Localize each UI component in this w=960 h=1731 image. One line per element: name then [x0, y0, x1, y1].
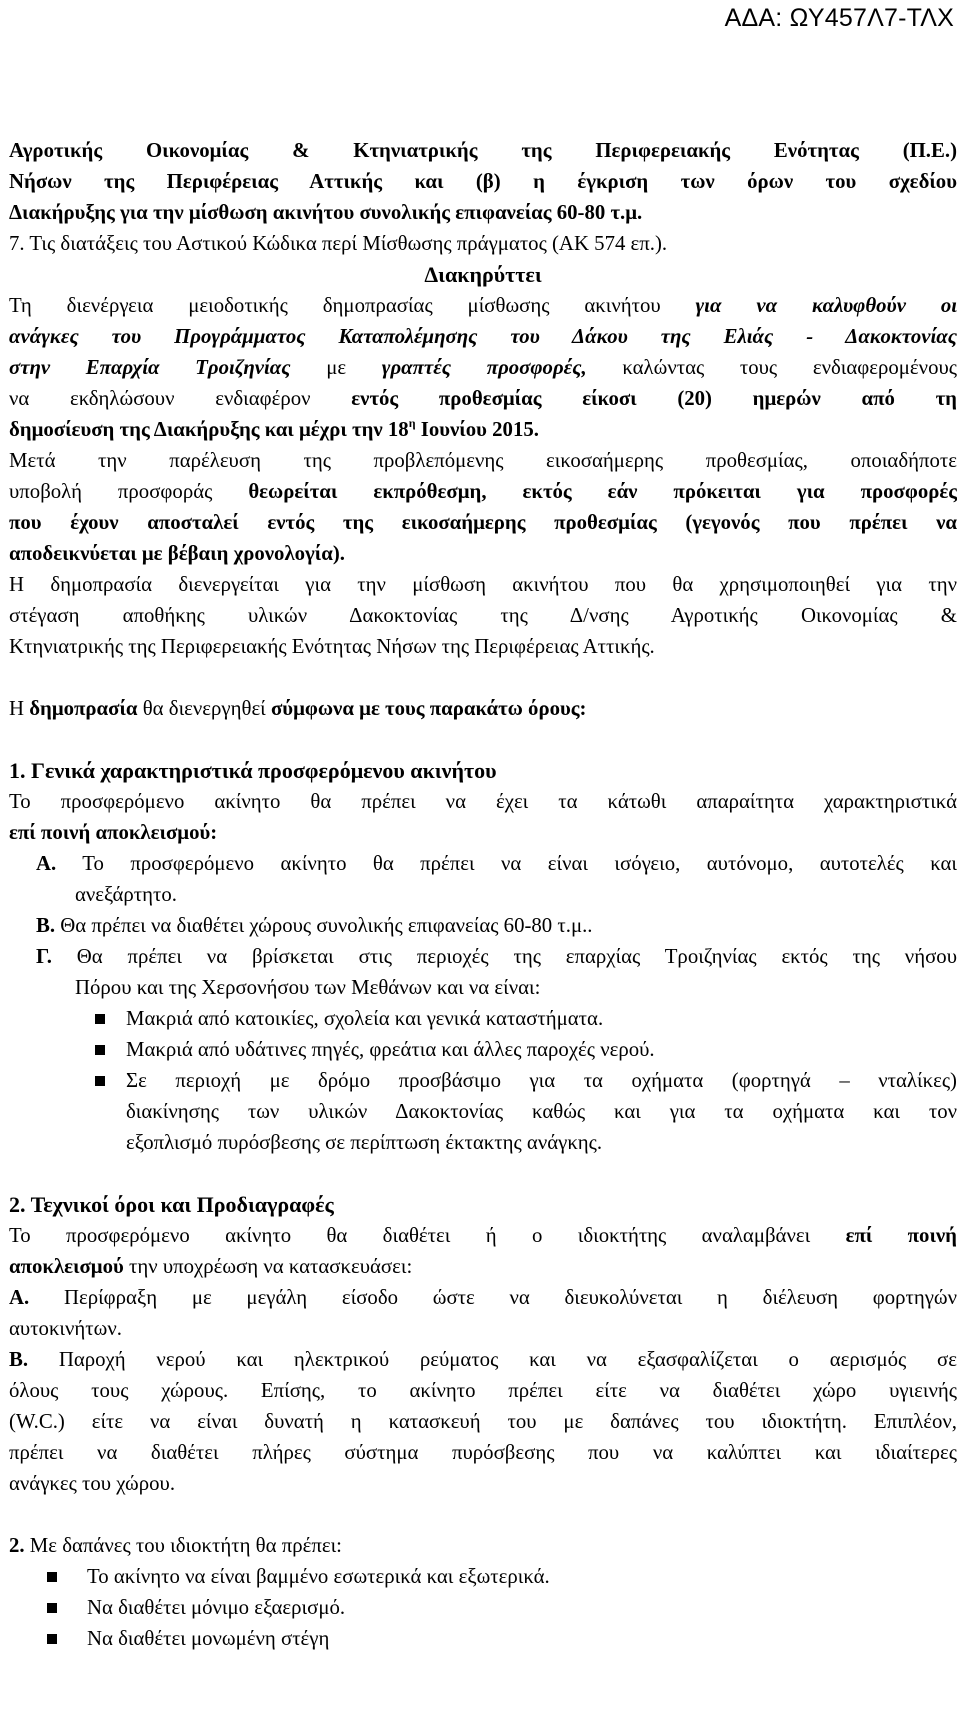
section-heading: 2. Με δαπάνες του ιδιοκτήτη θα πρέπει:	[9, 1534, 342, 1557]
paragraph-line: Το προσφερόμενο ακίνητο θα διαθέτει ή ο ιδιοκτήτης αναλαμβάνει επί ποινή	[9, 1224, 957, 1247]
item-b-cont: (W.C.) είτε να είναι δυνατή η κατασκευή του με δαπάνες του ιδιοκτήτη. Επιπλέον,	[9, 1410, 957, 1433]
paragraph-line: δημοσίευση της Διακήρυξης και μέχρι την $18^\eta$ Ιουνίου 2015.	[9, 416, 539, 441]
intro-line: Διακήρυξης για την μίσθωση ακινήτου συνολικής επιφανείας 60-80 τ.μ.	[9, 201, 643, 224]
document-title: Διακηρύττει	[424, 262, 542, 287]
paragraph-line: επί ποινή αποκλεισμού:	[9, 821, 218, 844]
item-a-cont: αυτοκινήτων.	[9, 1317, 122, 1340]
document-body	[9, 135, 957, 1654]
intro-paragraph	[9, 135, 957, 259]
item-a-cont: ανεξάρτητο.	[75, 883, 177, 906]
paragraph-line: Κτηνιατρικής της Περιφερειακής Ενότητας Νήσων της Περιφέρειας Αττικής.	[9, 635, 655, 658]
section-owner-costs	[9, 1530, 957, 1654]
item-a: Α. Περίφραξη με μεγάλη είσοδο ώστε να διευκολύνεται η διέλευση φορτηγών	[9, 1286, 957, 1309]
square-bullet-icon	[95, 1014, 105, 1024]
item-b-cont: όλους τους χώρους. Επίσης, το ακίνητο πρέπει είτε να διαθέτει χώρο υγιεινής	[9, 1379, 957, 1402]
bullet-item: Το ακίνητο να είναι βαμμένο εσωτερικά και εξωτερικά.	[9, 1561, 957, 1592]
square-bullet-icon	[47, 1634, 57, 1644]
paragraph-line: Τη διενέργεια μειοδοτικής δημοπρασίας μίσθωσης ακινήτου για να καλυφθούν οι	[9, 294, 957, 317]
bullet-item: Σε περιοχή με δρόμο προσβάσιμο για τα οχήματα (φορτηγά – νταλίκες) διακίνησης των υλικών Δακοκτονίας καθώς και για τα οχήματα και τον εξοπλισμό πυρόσβεσης σε περίπτωση έκτακτης ανάγκης.	[9, 1065, 957, 1158]
paragraph-line: στην Επαρχία Τροιζηνίας με γραπτές προσφορές, καλώντας τους ενδιαφερομένους	[9, 356, 957, 379]
paragraph-line: ανάγκες του Προγράμματος Καταπολέμησης του Δάκου της Ελιάς - Δακοκτονίας	[9, 325, 957, 348]
paragraph-purpose	[9, 569, 957, 662]
paragraph-line: αποδεικνύεται με βέβαιη χρονολογία).	[9, 542, 345, 565]
ada-code: ΑΔΑ: ΩΥ457Λ7-ΤΛΧ	[724, 4, 954, 32]
section-general-characteristics	[9, 755, 957, 1158]
section-technical-terms	[9, 1189, 957, 1499]
paragraph-line: υποβολή προσφοράς θεωρείται εκπρόθεσμη, εκτός εάν πρόκειται για προσφορές	[9, 480, 957, 503]
bullet-item: Να διαθέτει μόνιμο εξαερισμό.	[9, 1592, 957, 1623]
section-heading: 1. Γενικά χαρακτηριστικά προσφερόμενου ακινήτου	[9, 758, 497, 783]
item-a: Α. Το προσφερόμενο ακίνητο θα πρέπει να είναι ισόγειο, αυτόνομο, αυτοτελές και	[36, 852, 957, 875]
paragraph-line: αποκλεισμού την υποχρέωση να κατασκευάσει:	[9, 1255, 413, 1278]
bullet-item: Να διαθέτει μονωμένη στέγη	[9, 1623, 957, 1654]
bullet-item: Μακριά από υδάτινες πηγές, φρεάτια και άλλες παροχές νερού.	[9, 1034, 957, 1065]
paragraph-line: Μετά την παρέλευση της προβλεπόμενης εικοσαήμερης προθεσμίας, οποιαδήποτε	[9, 449, 957, 472]
paragraph-line: στέγαση αποθήκης υλικών Δακοκτονίας της Δ/νσης Αγροτικής Οικονομίας &	[9, 604, 957, 627]
item-b: Β. Θα πρέπει να διαθέτει χώρους συνολικής επιφανείας 60-80 τ.μ..	[36, 914, 593, 937]
paragraph-line: που έχουν αποσταλεί εντός της εικοσαήμερης προθεσμίας (γεγονός που πρέπει να	[9, 511, 957, 534]
intro-line: Νήσων της Περιφέρειας Αττικής και (β) η έγκριση των όρων του σχεδίου	[9, 170, 957, 193]
paragraph-line: Το προσφερόμενο ακίνητο θα πρέπει να έχει τα κάτωθι απαραίτητα χαρακτηριστικά	[9, 790, 957, 813]
paragraph-terms-intro: Η δημοπρασία θα διενεργηθεί σύμφωνα με τους παρακάτω όρους:	[9, 697, 587, 720]
intro-line: 7. Τις διατάξεις του Αστικού Κώδικα περί Μίσθωσης πράγματος (ΑΚ 574 επ.).	[9, 232, 668, 255]
item-c-cont: Πόρου και της Χερσονήσου των Μεθάνων και να είναι:	[75, 976, 541, 999]
square-bullet-icon	[47, 1572, 57, 1582]
paragraph-late-offers	[9, 445, 957, 569]
paragraph-line: να εκδηλώσουν ενδιαφέρον εντός προθεσμίας είκοσι (20) ημερών από τη	[9, 387, 957, 410]
item-b-cont: πρέπει να διαθέτει πλήρες σύστημα πυρόσβεσης που να καλύπτει και ιδιαίτερες	[9, 1441, 957, 1464]
item-b-cont: ανάγκες του χώρου.	[9, 1472, 176, 1495]
paragraph-proclamation	[9, 290, 957, 445]
item-c: Γ. Θα πρέπει να βρίσκεται στις περιοχές της επαρχίας Τροιζηνίας εκτός της νήσου	[36, 945, 957, 968]
square-bullet-icon	[95, 1076, 105, 1086]
section-heading: 2. Τεχνικοί όροι και Προδιαγραφές	[9, 1192, 334, 1217]
intro-line: Αγροτικής Οικονομίας & Κτηνιατρικής της Περιφερειακής Ενότητας (Π.Ε.)	[9, 139, 957, 162]
paragraph-line: Η δημοπρασία διενεργείται για την μίσθωση ακινήτου που θα χρησιμοποιηθεί για την	[9, 573, 957, 596]
item-b: Β. Παροχή νερού και ηλεκτρικού ρεύματος και να εξασφαλίζεται ο αερισμός σε	[9, 1348, 957, 1371]
bullet-item: Μακριά από κατοικίες, σχολεία και γενικά καταστήματα.	[9, 1003, 957, 1034]
square-bullet-icon	[95, 1045, 105, 1055]
square-bullet-icon	[47, 1603, 57, 1613]
